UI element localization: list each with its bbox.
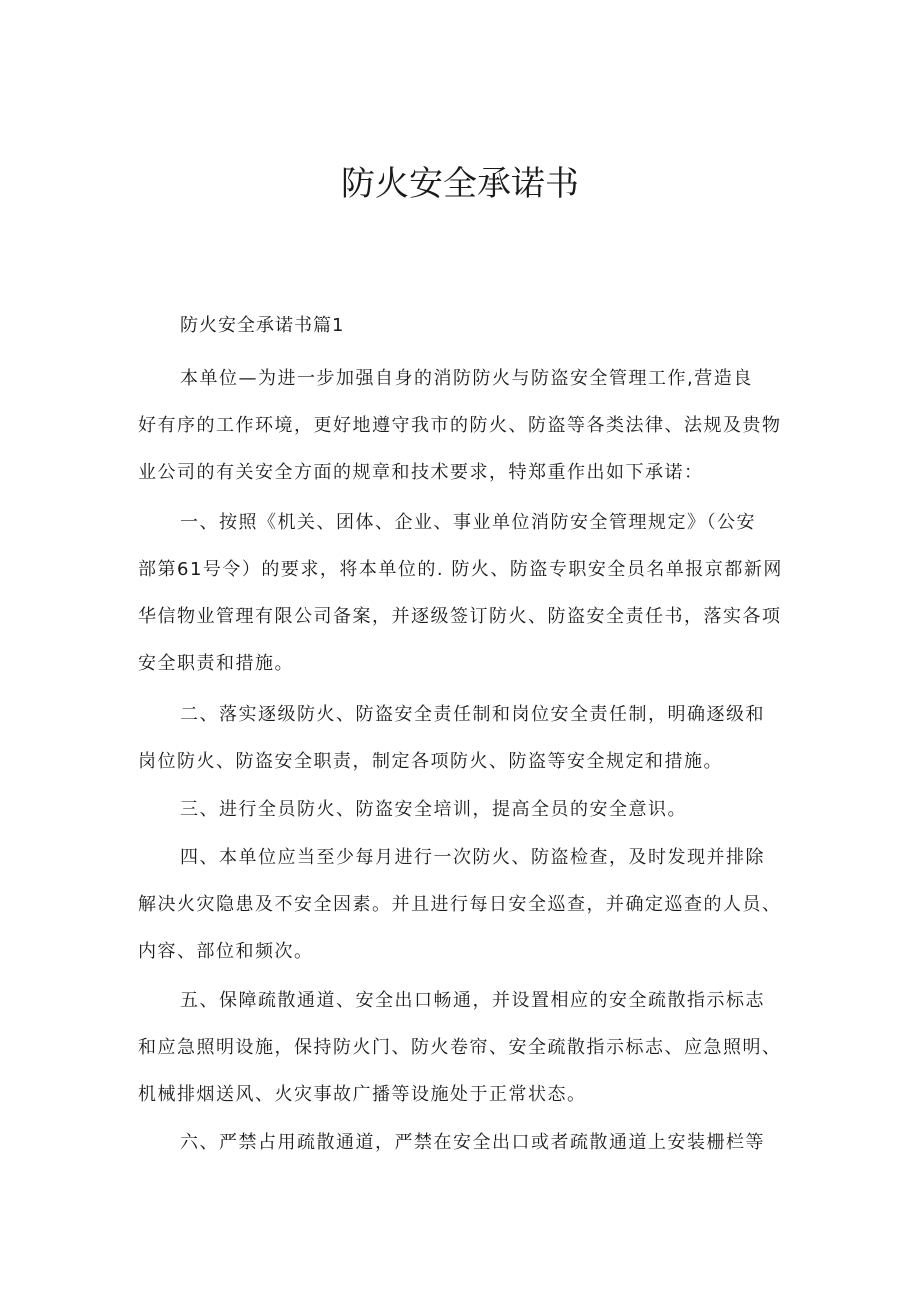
paragraph-line: 六、严禁占用疏散通道，严禁在安全出口或者疏散通道上安装栅栏等 — [180, 1132, 765, 1153]
paragraph-line: 华信物业管理有限公司备案，并逐级签订防火、防盗安全责任书，落实各项 — [138, 606, 782, 627]
paragraph-line: 部第61号令）的要求，将本单位的. 防火、防盗专职安全员名单报京都新网 — [138, 559, 783, 580]
paragraph-line: 内容、部位和频次。 — [138, 941, 314, 962]
paragraph-item-3 — [138, 786, 794, 833]
paragraph-line: 岗位防火、防盗安全职责，制定各项防火、防盗等安全规定和措施。 — [138, 751, 723, 772]
paragraph-line: 好有序的工作环境，更好地遵守我市的防火、防盗等各类法律、法规及贵物 — [138, 415, 782, 436]
section-subtitle: 防火安全承诺书篇1 — [180, 315, 345, 336]
paragraph-item-4 — [138, 834, 794, 975]
paragraph-item-1 — [138, 499, 794, 687]
paragraph-line: 机械排烟送风、火灾事故广播等设施处于正常状态。 — [138, 1084, 587, 1105]
paragraph-line: 和应急照明设施，保持防火门、防火卷帘、安全疏散指示标志、应急照明、 — [138, 1037, 782, 1058]
document-title: 防火安全承诺书 — [341, 164, 579, 204]
paragraph-line: 五、保障疏散通道、安全出口畅通，并设置相应的安全疏散指示标志 — [180, 990, 765, 1011]
paragraph-line: 本单位—为进一步加强自身的消防防火与防盗安全管理工作,营造良 — [180, 368, 753, 389]
paragraph-line: 三、进行全员防火、防盗安全培训，提高全员的安全意识。 — [180, 799, 687, 820]
paragraph-line: 业公司的有关安全方面的规章和技术要求，特郑重作出如下承诺： — [138, 462, 704, 483]
paragraph-item-5 — [138, 977, 794, 1118]
paragraph-intro — [138, 355, 794, 496]
paragraph-line: 二、落实逐级防火、防盗安全责任制和岗位安全责任制，明确逐级和 — [180, 704, 765, 725]
paragraph-item-6 — [138, 1119, 794, 1166]
paragraph-item-2 — [138, 691, 794, 785]
paragraph-line: 一、按照《机关、团体、企业、事业单位消防安全管理规定》（公安 — [180, 512, 756, 533]
paragraph-line: 安全职责和措施。 — [138, 653, 294, 674]
paragraph-line: 四、本单位应当至少每月进行一次防火、防盗检查，及时发现并排除 — [180, 847, 765, 868]
paragraph-line: 解决火灾隐患及不安全因素。并且进行每日安全巡查，并确定巡查的人员、 — [138, 894, 782, 915]
